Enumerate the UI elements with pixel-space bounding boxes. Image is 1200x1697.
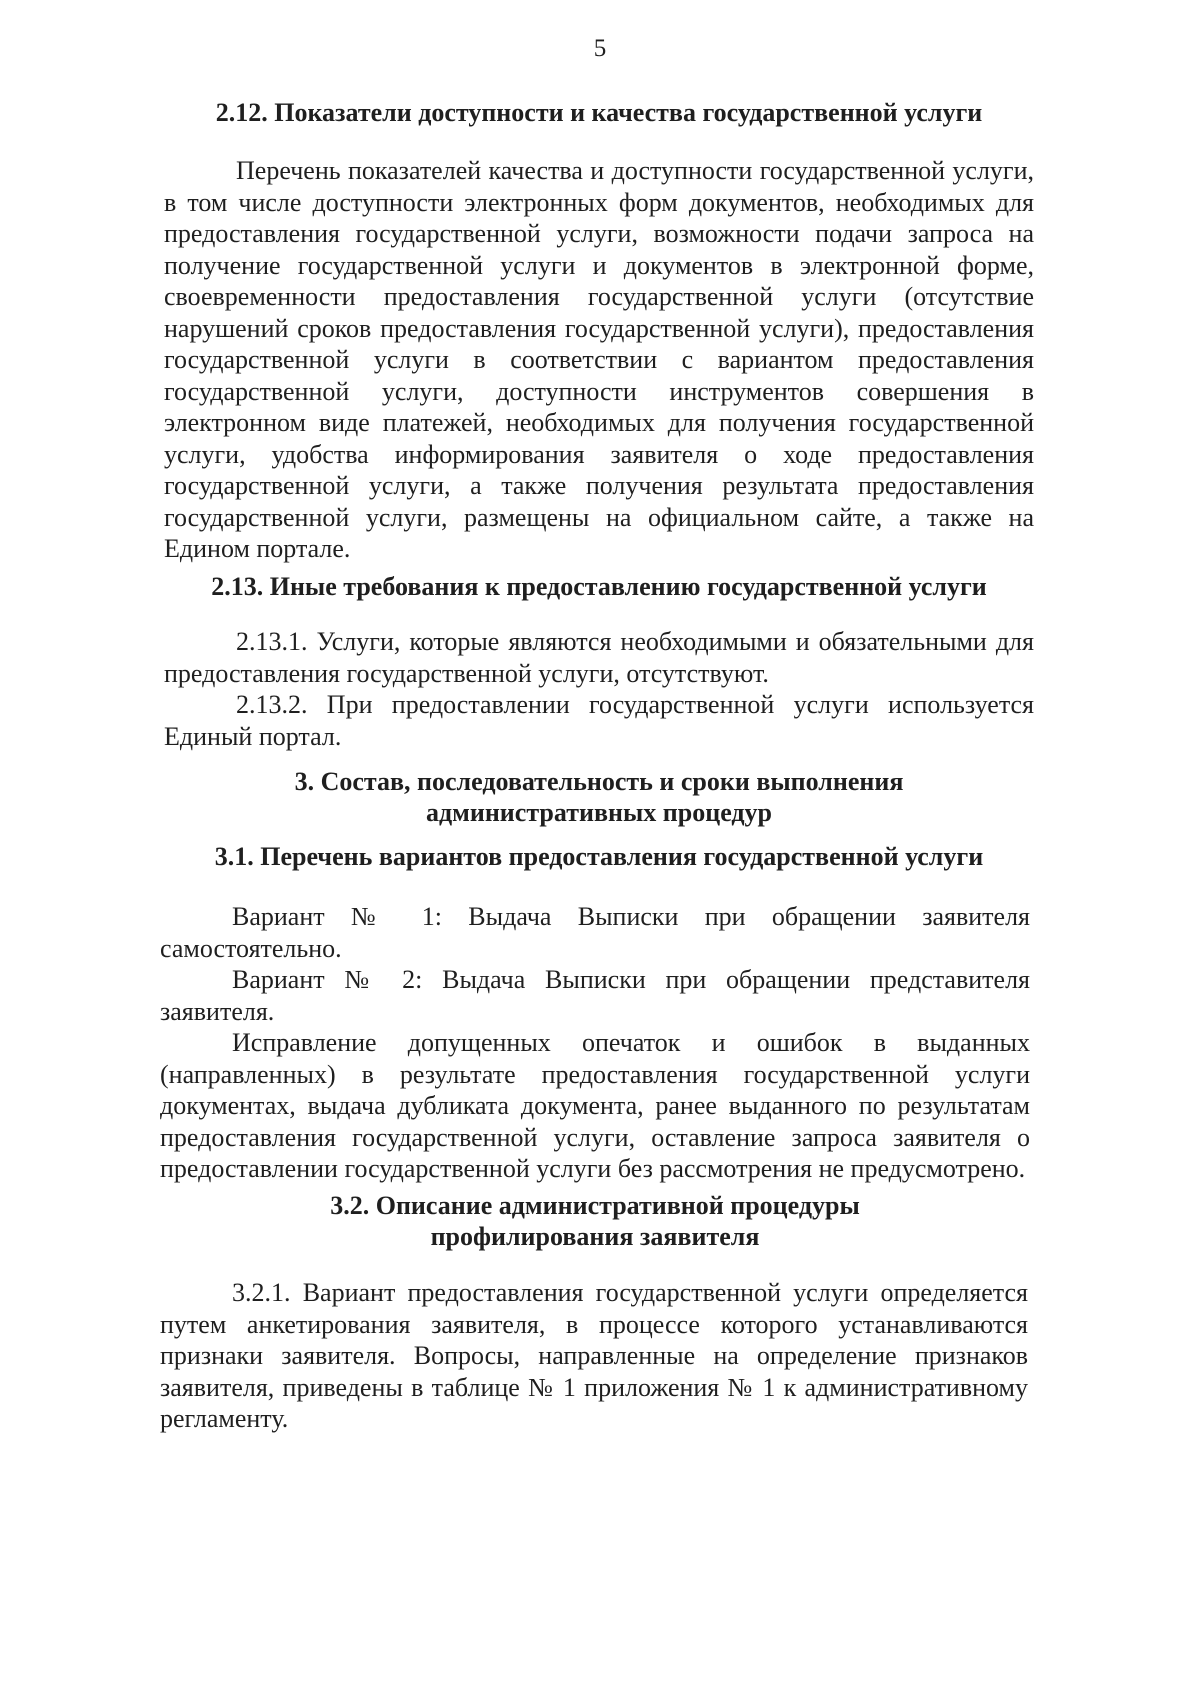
section-2-13-body xyxy=(164,626,1034,752)
section-3-2-heading-line-1: 3.2. Описание административной процедуры xyxy=(330,1191,860,1220)
section-3-2-heading xyxy=(160,1190,1030,1252)
corrections-paragraph: Исправление допущенных опечаток и ошибок в выданных (направленных) в результате предоставления государственной услуги документах, выдача дубликата документа, ранее выданного по результатам предоставления государственной услуги, оставление запроса заявителя о предоставлении государственной услуги без рассмотрения не предусмотрено. xyxy=(160,1028,1030,1183)
section-3-1-body xyxy=(160,901,1030,1185)
section-2-13-2-paragraph: 2.13.2. При предоставлении государственной услуги используется Единый портал. xyxy=(164,690,1034,751)
section-2-13-heading: 2.13. Иные требования к предоставлению государственной услуги xyxy=(211,572,987,601)
section-3-heading-line-1: 3. Состав, последовательность и сроки выполнения xyxy=(294,767,904,796)
section-3-2-heading-line-2: профилирования заявителя xyxy=(430,1222,760,1251)
variant-2-paragraph: Вариант № 2: Выдача Выписки при обращении представителя заявителя. xyxy=(160,965,1030,1026)
section-3-2-body xyxy=(160,1277,1028,1435)
section-2-12-body xyxy=(164,155,1034,565)
section-2-12-paragraph: Перечень показателей качества и доступности государственной услуги, в том числе доступности электронных форм документов, необходимых для предоставления государственной услуги, возможности подачи запроса на получение государственной услуги и документов в электронной форме, своевременности предоставления государственной услуги (отсутствие нарушений сроков предоставления государственной услуги), предоставления государственной услуги в соответствии с вариантом предоставления государственной услуги, доступности инструментов совершения в электронном виде платежей, необходимых для получения государственной услуги, удобства информирования заявителя о ходе предоставления государственной услуги, а также получения результата предоставления государственной услуги, размещены на официальном сайте, а также на Едином портале. xyxy=(164,156,1034,563)
page-number: 5 xyxy=(593,35,607,62)
section-3-1-heading: 3.1. Перечень вариантов предоставления государственной услуги xyxy=(214,842,984,871)
section-2-13-1-paragraph: 2.13.1. Услуги, которые являются необходимыми и обязательными для предоставления государственной услуги, отсутствуют. xyxy=(164,627,1034,688)
section-3-heading xyxy=(164,766,1034,828)
section-2-12-heading: 2.12. Показатели доступности и качества государственной услуги xyxy=(215,98,983,127)
section-3-2-1-paragraph: 3.2.1. Вариант предоставления государственной услуги определяется путем анкетирования заявителя, в процессе которого устанавливаются признаки заявителя. Вопросы, направленные на определение признаков заявителя, приведены в таблице № 1 приложения № 1 к административному регламенту. xyxy=(160,1278,1028,1433)
variant-1-paragraph: Вариант № 1: Выдача Выписки при обращении заявителя самостоятельно. xyxy=(160,902,1030,963)
section-3-heading-line-2: административных процедур xyxy=(425,798,773,827)
